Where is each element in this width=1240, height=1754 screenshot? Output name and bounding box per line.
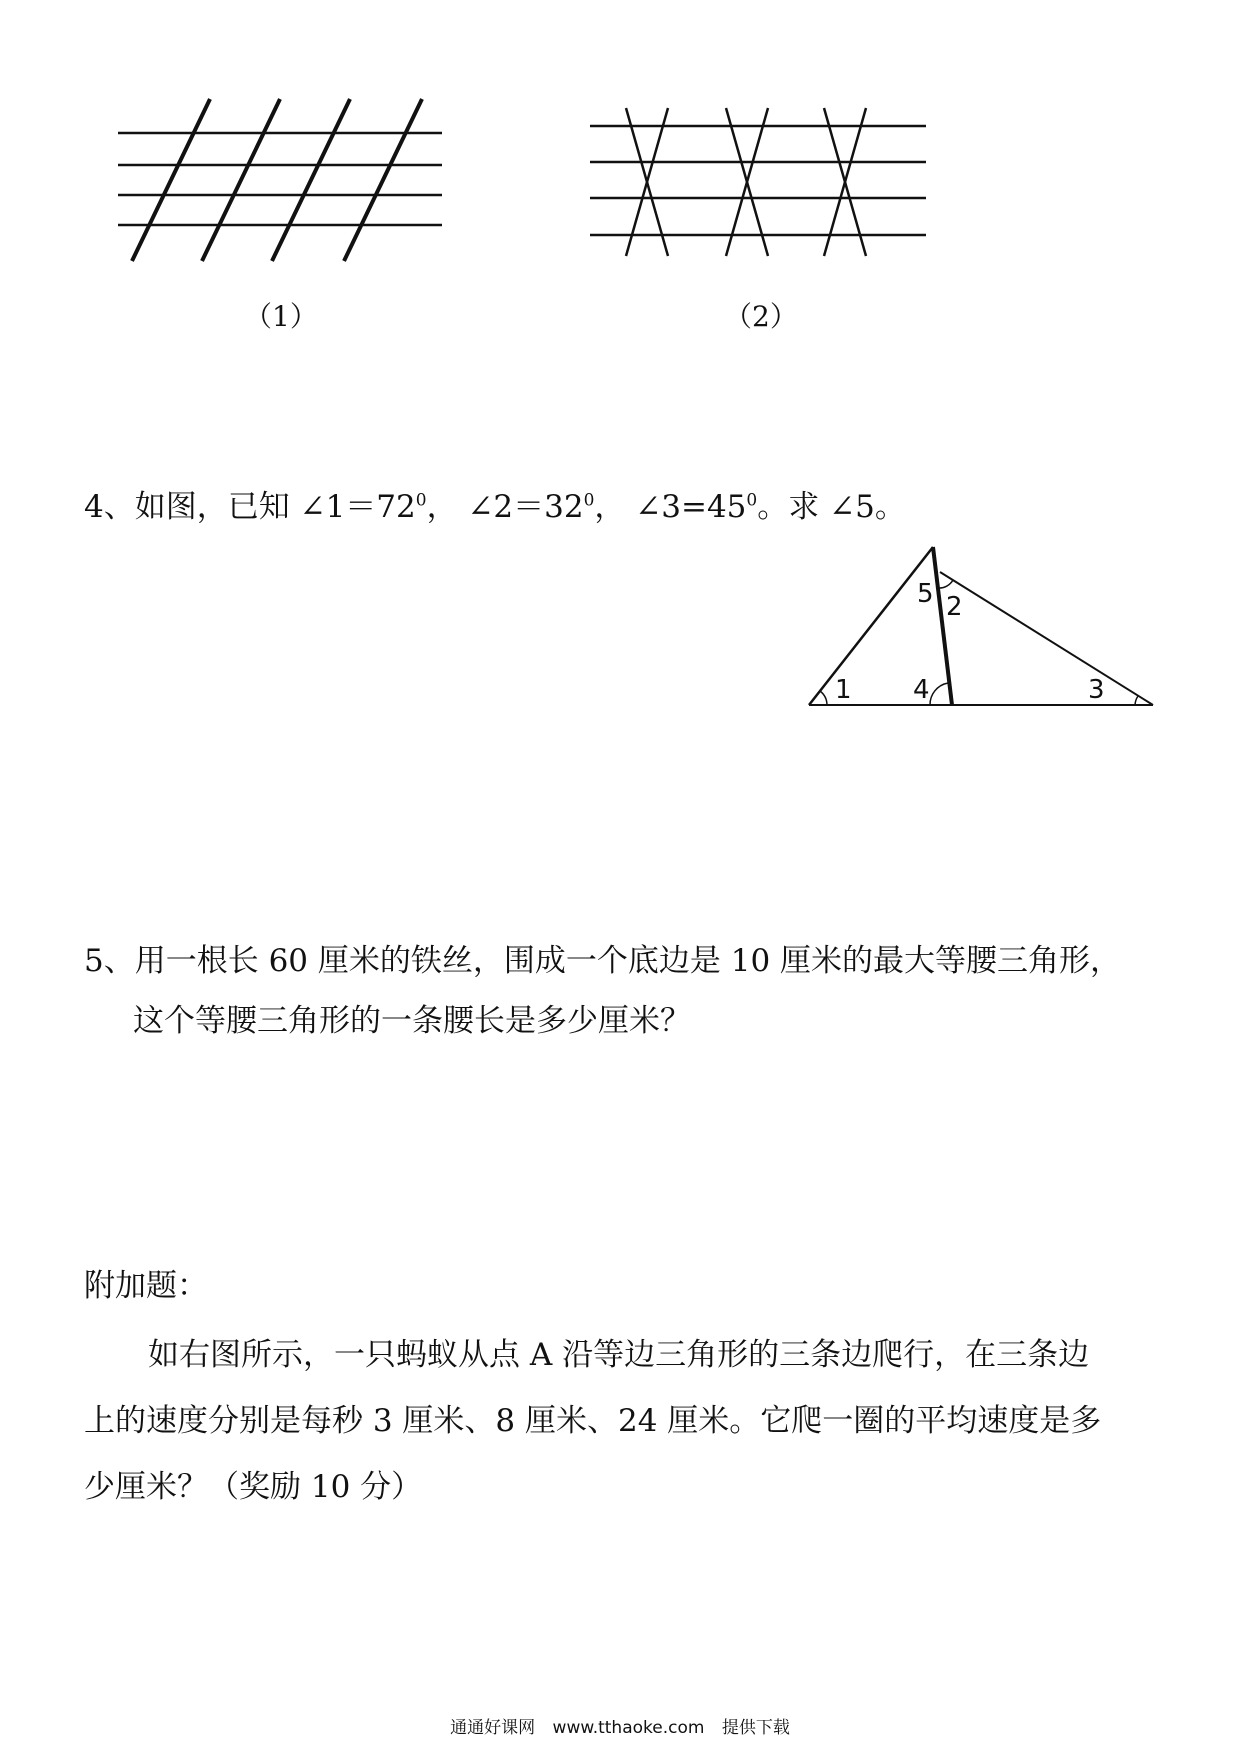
bonus-line-2: 上的速度分别是每秒 3 厘米、8 厘米、24 厘米。它爬一圈的平均速度是多 xyxy=(84,1403,1102,1439)
angle-icon: ∠ xyxy=(467,489,494,525)
angle-label-1: 1 xyxy=(835,675,852,705)
angle-icon: ∠ xyxy=(635,489,662,525)
angle-4-arc xyxy=(930,683,948,705)
separator: ， xyxy=(594,489,626,525)
bonus-line-3: 少厘米？（奖励 10 分） xyxy=(84,1469,423,1505)
bonus-line-1: 如右图所示，一只蚂蚁从点 A 沿等边三角形的三条边爬行，在三条边 xyxy=(148,1337,1090,1373)
angle-icon: ∠ xyxy=(829,489,856,525)
bonus-title: 附加题： xyxy=(84,1268,208,1304)
separator: ， xyxy=(426,489,458,525)
angle-icon: ∠ xyxy=(299,489,326,525)
angle-label-4: 4 xyxy=(913,675,930,705)
angle-label-2: 2 xyxy=(946,592,963,622)
figure-2-caption: （2） xyxy=(724,300,798,333)
angle-2-arc xyxy=(938,580,953,588)
question-4-triangle-diagram xyxy=(805,540,1155,720)
dividing-segment xyxy=(933,547,952,705)
angle-2-value: 2＝32 xyxy=(493,489,584,525)
question-5-line-1: 5、用一根长 60 厘米的铁丝，围成一个底边是 10 厘米的最大等腰三角形， xyxy=(84,943,1122,979)
angle-1-arc xyxy=(820,691,827,705)
page-footer xyxy=(0,1713,1240,1738)
angle-3-arc xyxy=(1135,696,1138,705)
degree-mark: 0 xyxy=(746,490,758,511)
angle-label-5: 5 xyxy=(917,579,934,609)
question-4 xyxy=(84,486,906,528)
angle-1-value: 1＝72 xyxy=(325,489,416,525)
degree-mark: 0 xyxy=(583,490,595,511)
figure-1-parallel-lines xyxy=(110,95,450,270)
footer-note: 提供下载 xyxy=(721,1718,790,1738)
question-4-ask: 。求 xyxy=(757,489,820,525)
angle-3-value: 3=45 xyxy=(661,489,747,525)
question-5-line-2: 这个等腰三角形的一条腰长是多少厘米？ xyxy=(133,1003,691,1039)
figure-1-caption: （1） xyxy=(244,300,318,333)
angle-5-target: 5。 xyxy=(855,489,906,525)
angle-label-3: 3 xyxy=(1088,675,1105,705)
triangle-right-side xyxy=(940,572,1153,705)
question-4-number: 4、 xyxy=(84,489,135,525)
question-4-prefix: 如图，已知 xyxy=(134,489,290,525)
degree-mark: 0 xyxy=(415,490,427,511)
figure-2-parallel-lines xyxy=(588,100,928,270)
footer-site-name: 通通好课网 xyxy=(450,1718,536,1738)
footer-url: www.tthaoke.com xyxy=(552,1718,705,1738)
